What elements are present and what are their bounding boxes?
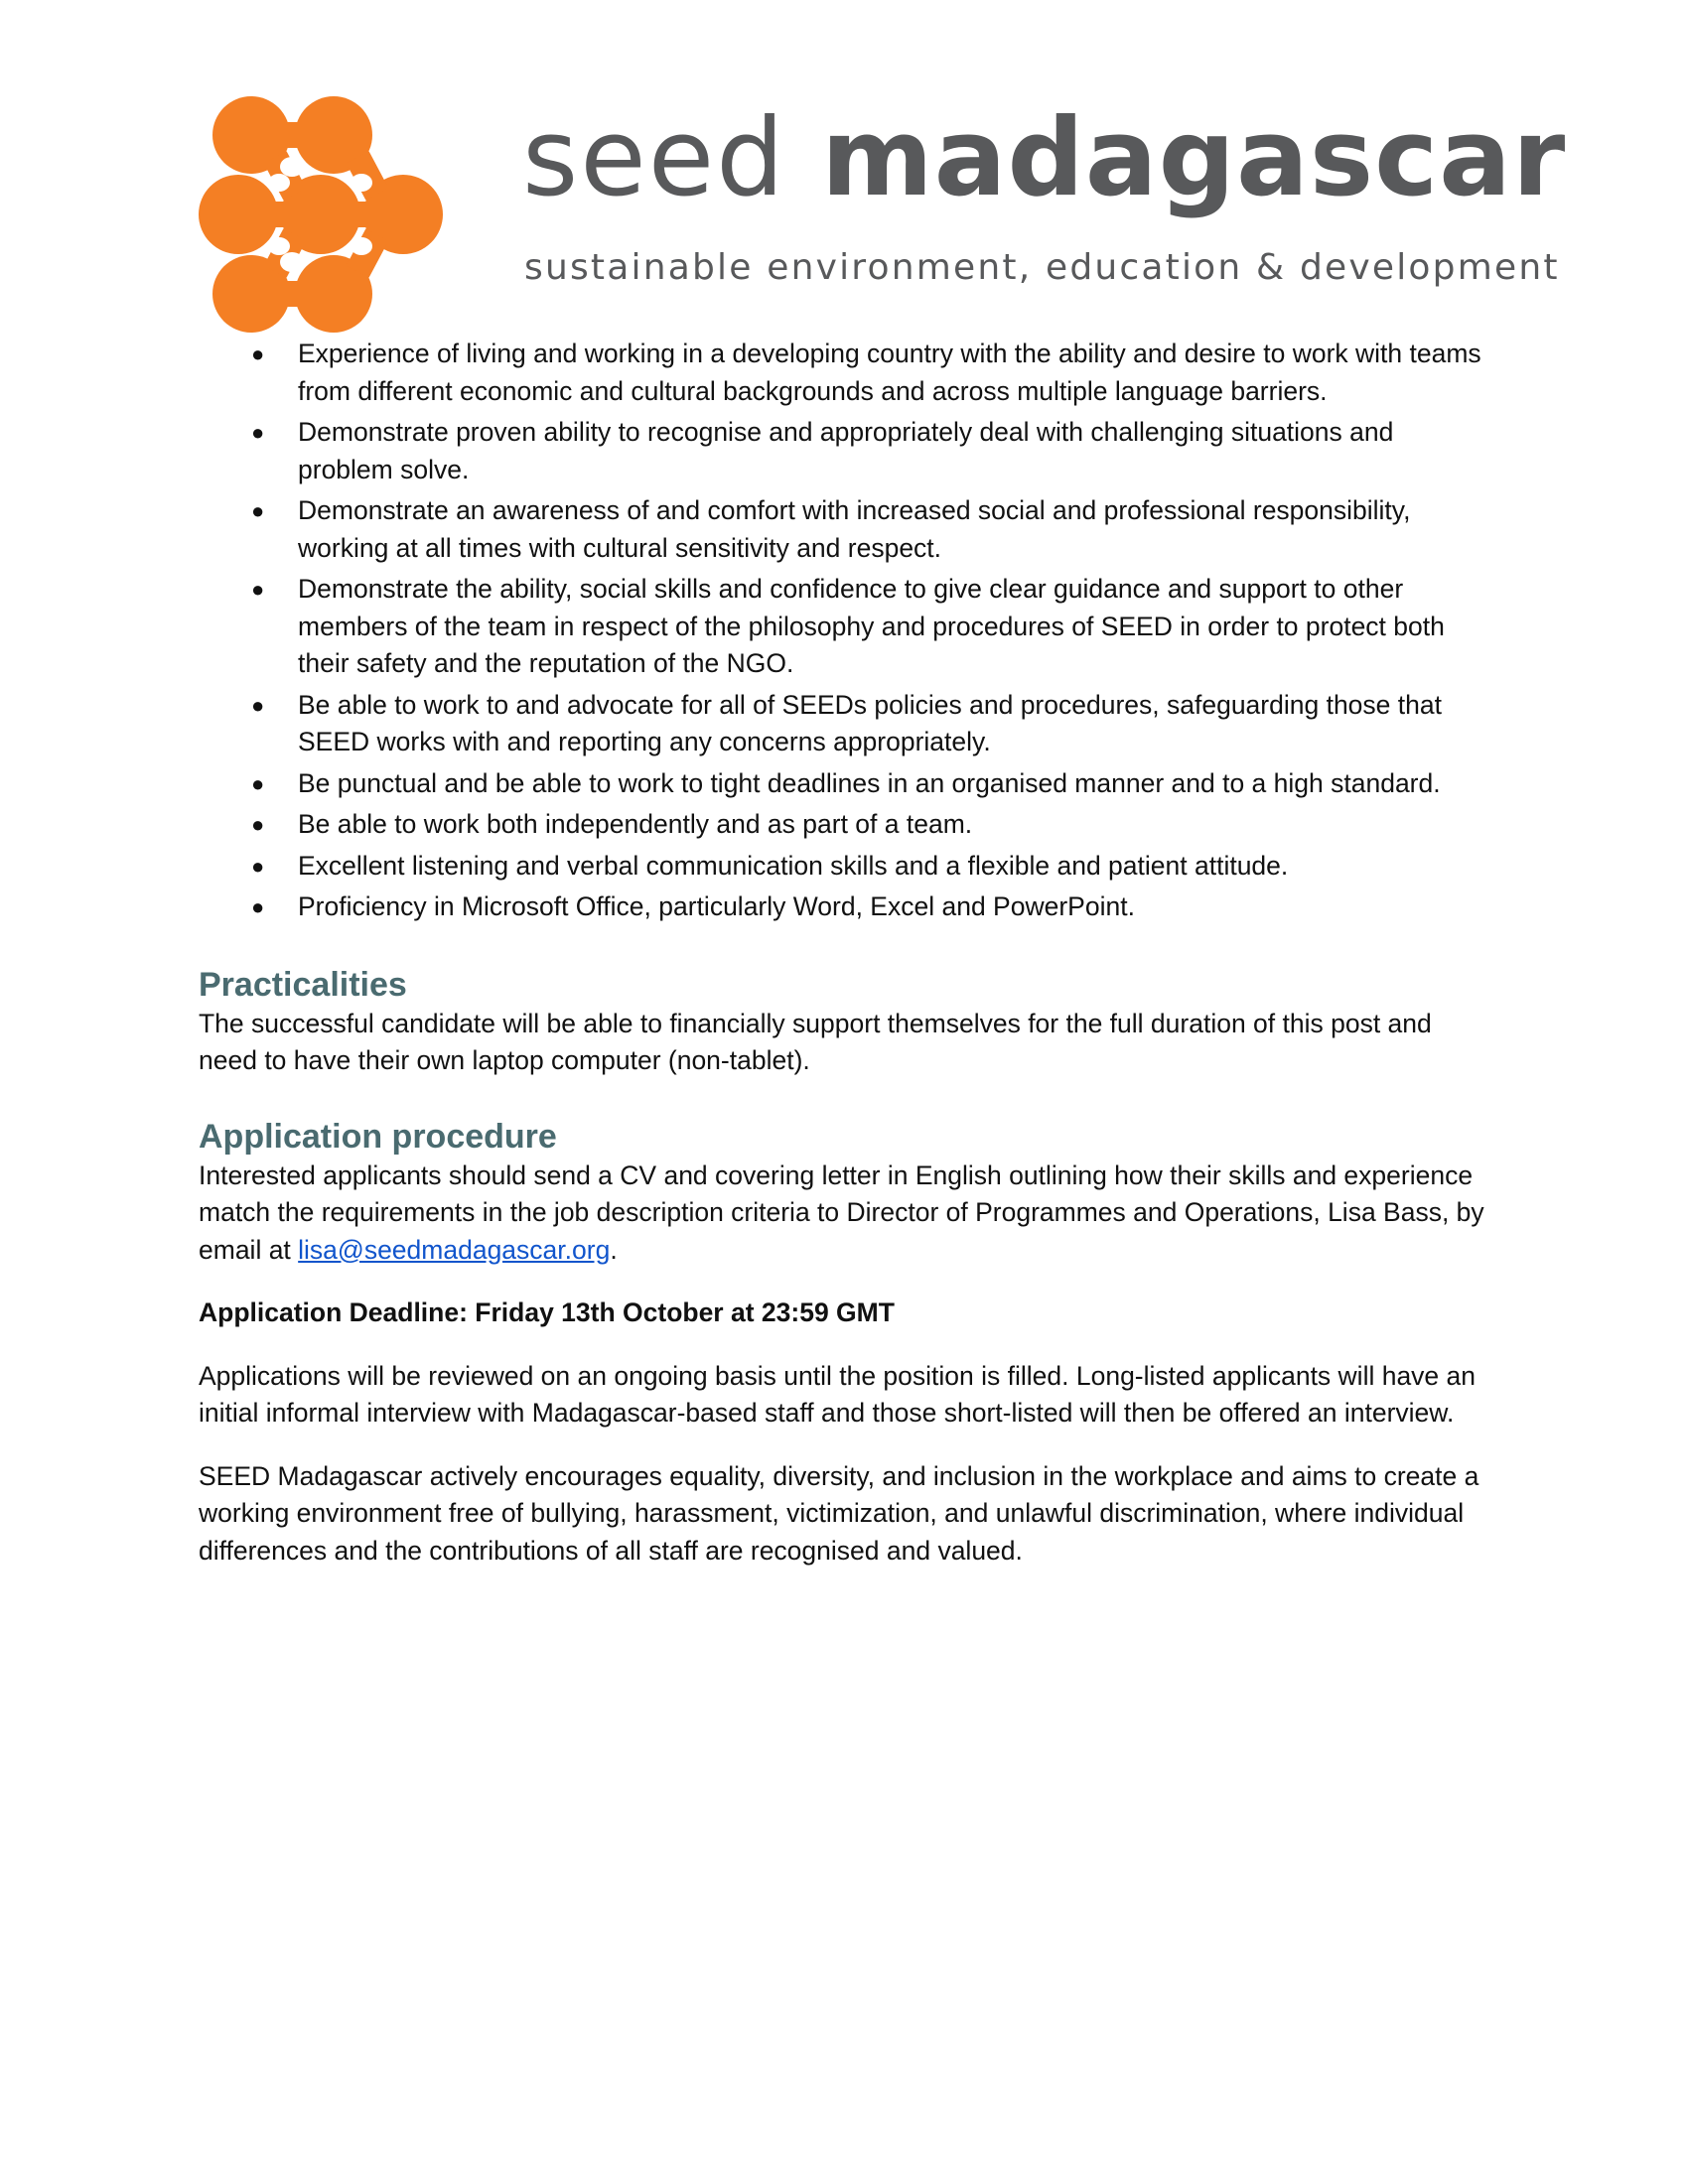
- list-item: [199, 492, 1489, 567]
- list-item: [199, 765, 1489, 803]
- list-item-text: Experience of living and working in a developing country with the ability and desire to work with teams from different economic and cultural backgrounds and across multiple language barriers.: [298, 339, 1481, 406]
- list-item-text: Be able to work to and advocate for all of SEEDs policies and procedures, safeguarding those that SEED works with and reporting any concerns appropriately.: [298, 689, 1442, 756]
- equality-statement: SEED Madagascar actively encourages equality, diversity, and inclusion in the workplace and aims to create a working environment free of bullying, harassment, victimization, and unlawful discrimination, where individual differences and the contributions of all staff are recognised and valued.: [199, 1460, 1479, 1566]
- document-body: [199, 336, 1489, 1570]
- list-item: [199, 687, 1489, 761]
- requirements-list: [199, 336, 1489, 926]
- header-logo: [197, 95, 1567, 334]
- list-item: [199, 571, 1489, 683]
- bullet-icon: ●: [251, 812, 265, 837]
- bullet-icon: ●: [251, 894, 265, 919]
- application-instructions: [199, 1158, 1489, 1270]
- brand-tagline: sustainable environment, education & development: [524, 247, 1560, 288]
- list-item-text: Excellent listening and verbal communication skills and a flexible and patient attitude.: [298, 850, 1289, 881]
- list-item: [199, 888, 1489, 926]
- brand-wordmark: [522, 96, 1567, 220]
- list-item: [199, 336, 1489, 410]
- list-item-text: Be able to work both independently and as part of a team.: [298, 809, 973, 839]
- list-item-text: Be punctual and be able to work to tight deadlines in an organised manner and to a high standard.: [298, 767, 1441, 798]
- list-item: [199, 848, 1489, 886]
- bullet-icon: ●: [251, 853, 265, 879]
- email-link[interactable]: lisa@seedmadagascar.org: [298, 1234, 611, 1265]
- list-item: [199, 414, 1489, 488]
- application-deadline: Application Deadline: Friday 13th October at 23:59 GMT: [199, 1297, 895, 1327]
- bullet-icon: ●: [251, 692, 265, 718]
- orange-dots-logo-icon: [197, 95, 485, 334]
- application-instructions-end: .: [610, 1234, 618, 1265]
- bullet-icon: ●: [251, 420, 265, 445]
- application-instructions-text: Interested applicants should send a CV and covering letter in English outlining how their skills and experience match the requirements in the job description criteria to Director of Programmes and Operations, Lisa Bass, by email at: [199, 1160, 1484, 1265]
- list-item-text: Demonstrate proven ability to recognise and appropriately deal with challenging situations and problem solve.: [298, 417, 1394, 484]
- list-item-text: Demonstrate the ability, social skills and confidence to give clear guidance and support to other members of the team in respect of the philosophy and procedures of SEED in order to protect both their safety and the reputation of the NGO.: [298, 574, 1445, 678]
- bullet-icon: ●: [251, 770, 265, 796]
- review-note: Applications will be reviewed on an ongoing basis until the position is filled. Long-listed applicants will have an initial informal interview with Madagascar-based staff and those short-listed will then be offered an interview.: [199, 1360, 1477, 1428]
- list-item-text: Proficiency in Microsoft Office, particularly Word, Excel and PowerPoint.: [298, 891, 1135, 921]
- list-item-text: Demonstrate an awareness of and comfort with increased social and professional responsibility, working at all times with cultural sensitivity and respect.: [298, 495, 1411, 563]
- brand-word-madagascar: madagascar: [821, 96, 1567, 220]
- bullet-icon: ●: [251, 577, 265, 602]
- brand-word-seed: seed: [522, 96, 786, 220]
- bullet-icon: ●: [251, 498, 265, 523]
- practicalities-heading: Practicalities: [199, 965, 407, 1004]
- practicalities-text: The successful candidate will be able to financially support themselves for the full duration of this post and need to have their own laptop computer (non-tablet).: [199, 1008, 1432, 1075]
- bullet-icon: ●: [251, 341, 265, 366]
- application-procedure-heading: Application procedure: [199, 1117, 557, 1156]
- list-item: [199, 806, 1489, 844]
